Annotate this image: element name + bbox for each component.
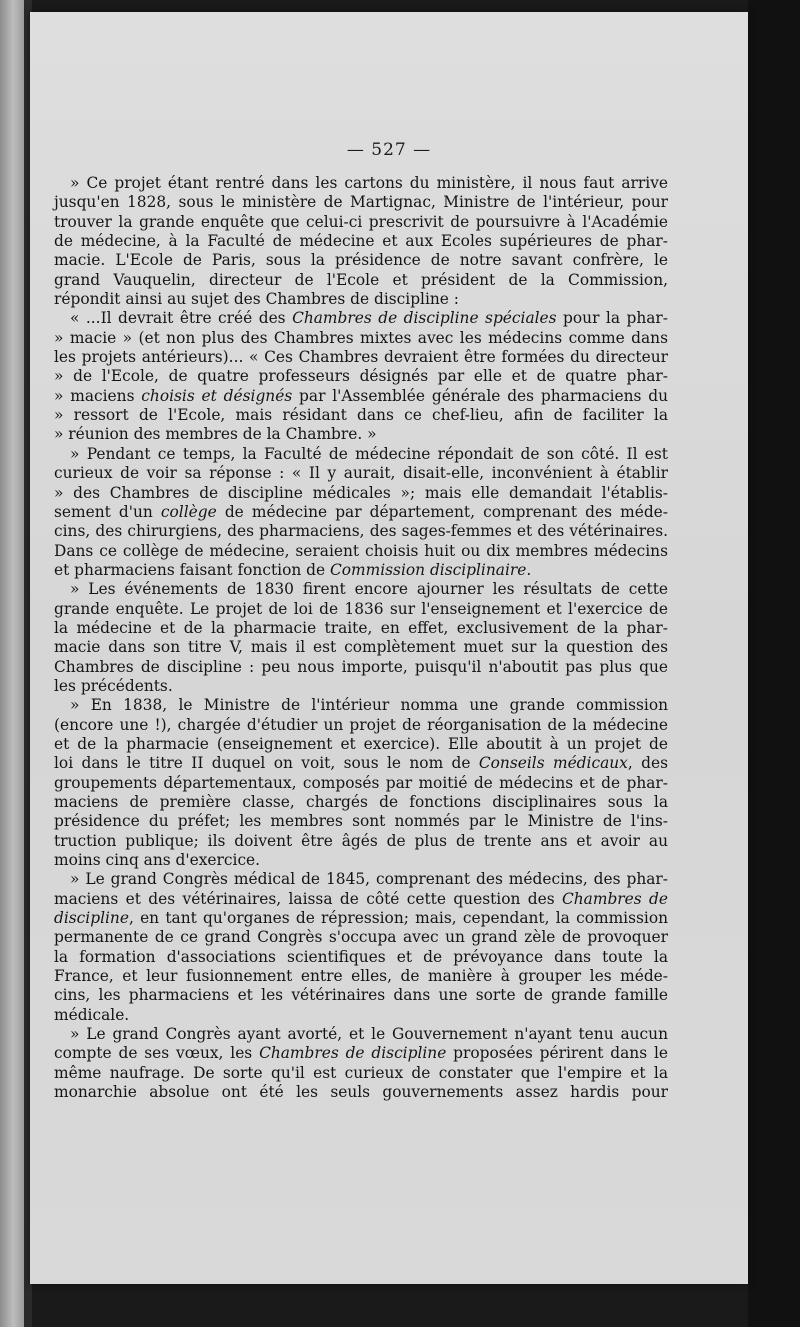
text-run: de médecine par département, comprenant des méde- — [216, 502, 668, 521]
text-line — [54, 754, 668, 773]
text-line: curieux de voir sa réponse : « Il y aurait, disait-elle, inconvénient à établir — [54, 464, 668, 483]
text-line: macie. L'Ecole de Paris, sous la présidence de notre savant confrère, le — [54, 251, 668, 270]
text-line: macie dans son titre V, mais il est complètement muet sur la question des — [54, 638, 668, 657]
book-page — [30, 12, 748, 1284]
italic-text-run: Commission disciplinaire. — [330, 560, 532, 579]
text-line: jusqu'en 1828, sous le ministère de Martignac, Ministre de l'intérieur, pour — [54, 193, 668, 212]
text-line: » Le grand Congrès médical de 1845, comprenant des médecins, des phar- — [70, 870, 668, 889]
text-line: » Les événements de 1830 firent encore ajourner les résultats de cette — [70, 580, 668, 599]
scan-background — [748, 0, 800, 1327]
page-number: — 527 — — [346, 140, 432, 160]
text-line: » des Chambres de discipline médicales »; mais elle demandait l'établis- — [54, 483, 668, 502]
text-line: » Pendant ce temps, la Faculté de médecine répondait de son côté. Il est — [70, 444, 668, 463]
text-line — [54, 309, 668, 328]
text-line: France, et leur fusionnement entre elles, de manière à grouper les méde- — [54, 967, 668, 986]
text-line — [54, 890, 668, 909]
text-line: monarchie absolue ont été les seuls gouvernements assez hardis pour — [54, 1083, 668, 1102]
italic-text-run: Chambres de discipline spéciales — [292, 309, 557, 328]
text-line: » Ce projet étant rentré dans les cartons du ministère, il nous faut arrive — [70, 174, 668, 192]
italic-text-run: Conseils médicaux — [478, 754, 628, 773]
text-line: les précédents. — [54, 676, 173, 695]
text-line — [54, 387, 668, 406]
italic-text-run: Chambres de — [561, 889, 668, 908]
text-line: » macie » (et non plus des Chambres mixtes avec les médecins comme dans — [54, 328, 668, 347]
text-line: permanente de ce grand Congrès s'occupa avec un grand zèle de provoquer — [54, 928, 668, 947]
text-run: proposées périrent dans le — [446, 1044, 668, 1063]
italic-text-run: choisis et désignés — [141, 386, 293, 405]
text-line: la formation d'associations scientifiques et de prévoyance dans toute la — [54, 947, 668, 966]
text-run: et pharmaciens faisant fonction de — [54, 560, 330, 579]
italic-text-run: discipline — [54, 909, 129, 928]
text-line — [54, 1044, 668, 1063]
text-line: médicale. — [54, 1005, 130, 1024]
text-run: « ...Il devrait être créé des — [70, 309, 293, 328]
italic-text-run: collège — [160, 502, 217, 521]
text-run: , des — [627, 754, 668, 773]
text-run: compte de ses vœux, les — [54, 1044, 260, 1063]
body-text — [54, 174, 668, 1103]
text-line: répondit ainsi au sujet des Chambres de discipline : — [54, 290, 459, 309]
text-line: moins cinq ans d'exercice. — [54, 851, 261, 870]
text-line: groupements départementaux, composés par moitié de médecins et de phar- — [54, 773, 668, 792]
text-run: par l'Assemblée générale des pharmaciens du — [292, 386, 668, 405]
text-line: truction publique; ils doivent être âgés de plus de trente ans et avoir au — [54, 831, 668, 850]
text-line — [54, 909, 668, 928]
text-run: pour la phar- — [556, 309, 668, 328]
text-line — [54, 561, 668, 580]
text-run: loi dans le titre II duquel on voit, sous le nom de — [54, 754, 479, 773]
text-line: même naufrage. De sorte qu'il est curieux de constater que l'empire et la — [54, 1063, 668, 1082]
text-run: maciens et des vétérinaires, laissa de côté cette question des — [54, 889, 562, 908]
text-line: » Le grand Congrès ayant avorté, et le Gouvernement n'ayant tenu aucun — [70, 1025, 668, 1044]
text-run: » maciens — [54, 386, 142, 405]
text-line: Chambres de discipline : peu nous importe, puisqu'il n'aboutit pas plus que — [54, 657, 668, 676]
adjacent-page-edge — [0, 0, 24, 1327]
text-line: » réunion des membres de la Chambre. » — [54, 425, 377, 444]
text-line: (encore une !), chargée d'étudier un projet de réorganisation de la médecine — [54, 715, 668, 734]
text-line: trouver la grande enquête que celui-ci prescrivit de poursuivre à l'Académie — [54, 212, 668, 231]
text-line: grand Vauquelin, directeur de l'Ecole et président de la Commission, — [54, 270, 668, 289]
text-line: cins, les pharmaciens et les vétérinaires dans une sorte de grande famille — [54, 986, 668, 1005]
text-line: les projets antérieurs)... « Ces Chambres devraient être formées du directeur — [54, 348, 668, 367]
text-line: » En 1838, le Ministre de l'intérieur nomma une grande commission — [70, 696, 668, 715]
text-line: grande enquête. Le projet de loi de 1836 sur l'enseignement et l'exercice de — [54, 599, 668, 618]
text-run: sement d'un — [54, 502, 161, 521]
text-line: Dans ce collège de médecine, seraient choisis huit ou dix membres médecins — [54, 541, 668, 560]
text-line: » de l'Ecole, de quatre professeurs désignés par elle et de quatre phar- — [54, 367, 668, 386]
text-line: de médecine, à la Faculté de médecine et aux Ecoles supérieures de phar- — [54, 232, 668, 251]
text-line: maciens de première classe, chargés de fonctions disciplinaires sous la — [54, 793, 668, 811]
text-line — [54, 503, 668, 522]
italic-text-run: Chambres de discipline — [259, 1044, 447, 1063]
text-line: la médecine et de la pharmacie traite, en effet, exclusivement de la phar- — [54, 618, 668, 637]
text-line: présidence du préfet; les membres sont nommés par le Ministre de l'ins- — [54, 812, 668, 831]
text-run: , en tant qu'organes de répression; mais, cependant, la commission — [128, 909, 668, 928]
text-line: cins, des chirurgiens, des pharmaciens, des sages-femmes et des vétérinaires. — [54, 522, 668, 541]
text-line: » ressort de l'Ecole, mais résidant dans ce chef-lieu, afin de faciliter la — [54, 406, 668, 425]
text-line: et de la pharmacie (enseignement et exercice). Elle aboutit à un projet de — [54, 734, 668, 753]
